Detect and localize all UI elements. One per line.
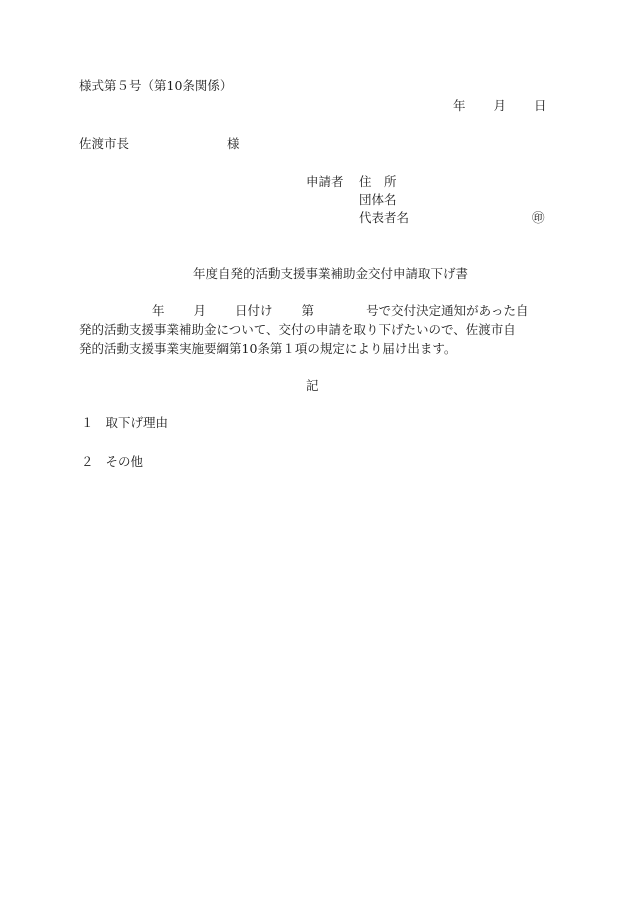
body-month: 月	[193, 303, 207, 318]
date-line	[453, 100, 547, 113]
date-month: 月	[493, 98, 507, 113]
body-line-2: 発的活動支援事業補助金について、交付の申請を取り下げたいので、佐渡市自	[79, 322, 516, 337]
date-year: 年	[453, 98, 466, 113]
addressee	[79, 138, 240, 151]
date-day: 日	[534, 98, 547, 113]
applicant-label: 申請者	[306, 174, 344, 189]
document-title: 年度自発的活動支援事業補助金交付申請取下げ書	[193, 266, 469, 281]
applicant-group-label: 団体名	[359, 192, 397, 207]
ki-marker: 記	[306, 378, 319, 393]
form-number: 様式第５号（第10条関係）	[79, 78, 233, 93]
body-line-1-rest: 号で交付決定通知があった自	[366, 303, 529, 318]
body-year: 年	[152, 303, 165, 318]
applicant-address-label: 住 所	[359, 174, 397, 189]
body-number-prefix: 第	[301, 303, 315, 318]
list-item	[81, 417, 168, 430]
body-dated: 日付け	[235, 303, 273, 318]
list-item	[81, 456, 143, 469]
addressee-honorific: 様	[227, 136, 240, 151]
applicant-representative-label: 代表者名	[359, 210, 410, 225]
body-line-1	[79, 305, 528, 318]
body-line-3: 発的活動支援事業実施要綱第10条第１項の規定により届け出ます。	[79, 341, 457, 356]
addressee-name: 佐渡市長	[79, 136, 130, 151]
item-number: ２	[81, 454, 94, 469]
item-label: その他	[105, 454, 144, 469]
seal-mark: ㊞	[532, 210, 545, 225]
item-number: １	[81, 415, 94, 430]
item-label: 取下げ理由	[105, 415, 169, 430]
